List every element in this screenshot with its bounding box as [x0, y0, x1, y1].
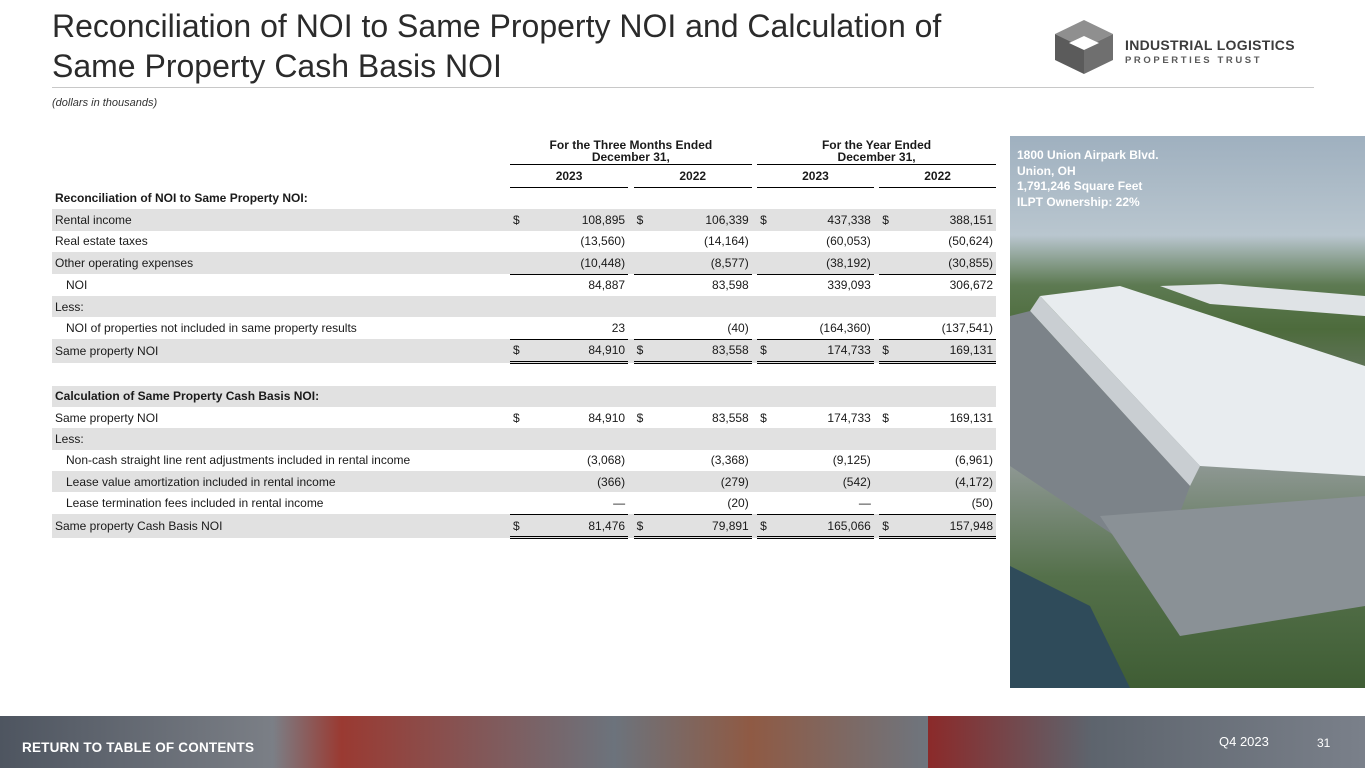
page-number: 31 — [1317, 736, 1331, 750]
table-row: NOI 84,887 83,598 339,093 306,672 — [66, 278, 993, 293]
table-row: Lease termination fees included in rental income — (20) — (50) — [52, 492, 996, 514]
year-header: 2023 — [510, 165, 628, 188]
units-note: (dollars in thousands) — [52, 97, 158, 109]
table-row: Non-cash straight line rent adjustments included in rental income (3,068) (3,368) (9,125) (6,961) — [66, 453, 993, 468]
table-year-header-row — [52, 165, 996, 188]
table-row: Calculation of Same Property Cash Basis NOI: — [52, 386, 996, 407]
table-row: Lease value amortization included in rental income (366) (279) (542) (4,172) — [52, 471, 996, 492]
table-row: Same property NOI $ 84,910 $ 83,558 $ 174,733 $ 169,131 — [55, 410, 993, 425]
table-row: Same property NOI $ 84,910 $ 83,558 $ 174,733 $ 169,131 — [52, 339, 996, 362]
table-row: Less: — [52, 428, 996, 449]
logo-name: INDUSTRIAL LOGISTICS — [1125, 37, 1295, 53]
year-header: 2022 — [634, 165, 752, 188]
financial-table — [52, 130, 996, 539]
company-logo — [1055, 20, 1317, 74]
property-photo — [1010, 136, 1365, 688]
warehouse-aerial-illustration — [1010, 136, 1365, 688]
table-row: Less: — [52, 296, 996, 317]
cube-logo-icon — [1055, 20, 1113, 74]
table-row: NOI of properties not included in same property results 23 (40) (164,360) (137,541) — [52, 317, 996, 339]
table-row: Same property Cash Basis NOI $ 81,476 $ 79,891 $ 165,066 $ 157,948 — [52, 514, 996, 537]
quarter-label: Q4 2023 — [1219, 734, 1269, 749]
page-title-line-2: Same Property Cash Basis NOI — [52, 48, 502, 84]
table-row: Other operating expenses (10,448) (8,577) (38,192) (30,855) — [52, 252, 996, 274]
header-year: For the Year Ended December 31, — [757, 130, 996, 165]
year-header: 2023 — [757, 165, 874, 188]
photo-caption: 1800 Union Airpark Blvd. Union, OH 1,791,246 Square Feet ILPT Ownership: 22% — [1017, 148, 1159, 209]
table-spacer-row — [52, 363, 996, 386]
header-three-months: For the Three Months Ended December 31, — [510, 130, 752, 165]
year-header: 2022 — [879, 165, 996, 188]
page-title-line-1: Reconciliation of NOI to Same Property NOI and Calculation of — [52, 8, 942, 44]
table-row: Reconciliation of NOI to Same Property NOI: — [55, 191, 308, 206]
table-row: Rental income $ 108,895 $ 106,339 $ 437,338 $ 388,151 — [52, 209, 996, 230]
page-title — [52, 6, 1052, 86]
logo-subtitle: PROPERTIES TRUST — [1125, 55, 1263, 66]
table-group-header-row — [52, 130, 996, 165]
title-divider — [52, 87, 1314, 88]
return-to-toc-link[interactable]: RETURN TO TABLE OF CONTENTS — [22, 740, 255, 755]
table-row: Real estate taxes (13,560) (14,164) (60,053) (50,624) — [55, 234, 993, 249]
footer-banner — [0, 716, 1365, 768]
